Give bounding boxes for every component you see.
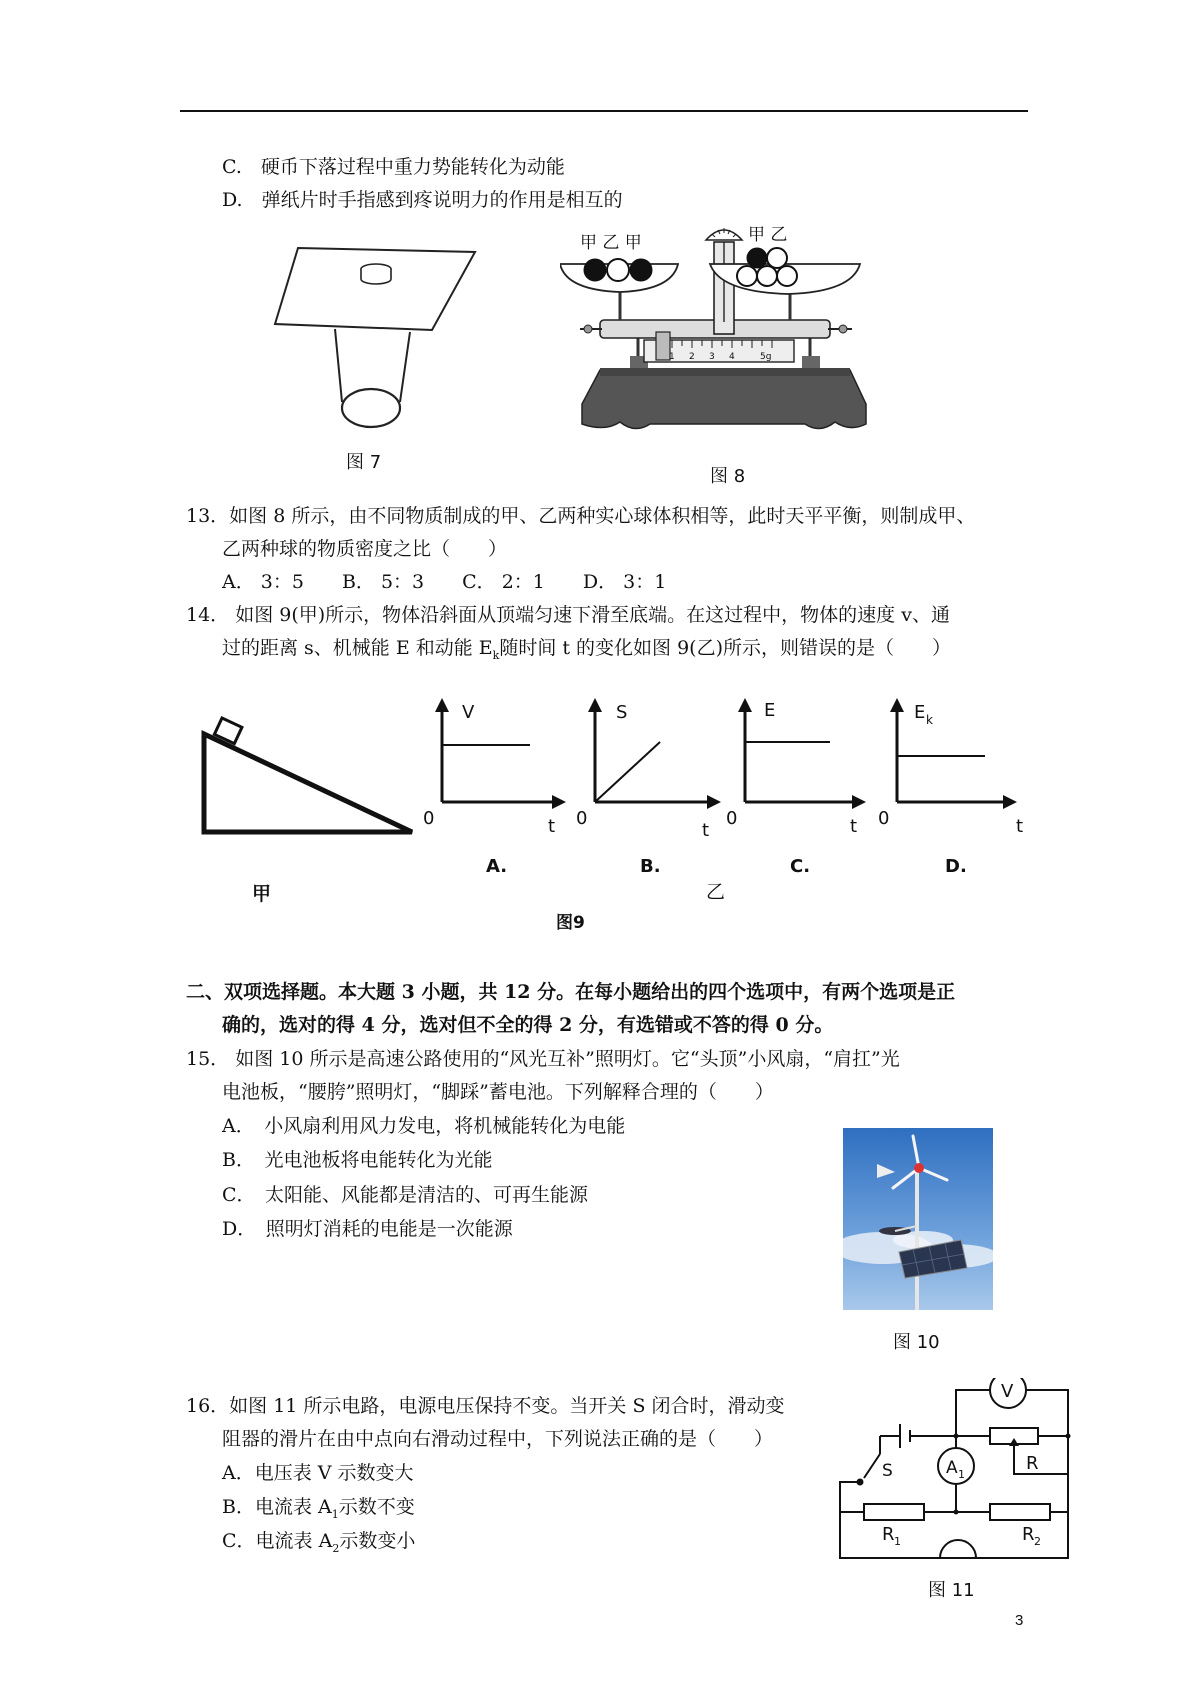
q16-option-c-sub: 2: [332, 1541, 340, 1555]
q16-option-a: A．电压表 V 示数变大: [222, 1462, 414, 1484]
graph-d: [878, 698, 1023, 877]
scale-mark-1: 1: [669, 352, 675, 362]
figure-10-wind-solar-lamp-photo: [843, 1128, 993, 1310]
q16-option-b-text: B．电流表 A: [222, 1496, 332, 1518]
scale-mark-3: 3: [709, 352, 715, 362]
q15-option-b: B． 光电池板将电能转化为光能: [222, 1149, 493, 1171]
graph-b-option: B.: [640, 856, 661, 877]
fig11-label-r1: R: [882, 1524, 895, 1545]
fig9-part-yi: 乙: [706, 881, 726, 903]
figure-9: [190, 690, 1040, 940]
fig11-label-a1: A: [946, 1458, 958, 1478]
graph-c-option: C.: [790, 856, 811, 877]
figure-9-caption: 图9: [556, 913, 585, 933]
section-2-heading-line2: 确的，选对的得 4 分，选对但不全的得 2 分，有选错或不答的得 0 分。: [222, 1014, 834, 1036]
scale-mark-4: 4: [729, 352, 735, 362]
q14-stem-line2: [222, 635, 951, 669]
q16-option-c-text: C．电流表 A: [222, 1530, 333, 1552]
graph-c-ylabel: E: [764, 700, 776, 721]
section-2-heading-line1: 二、双项选择题。本大题 3 小题，共 12 分。在每小题给出的四个选项中，有两个选项是正: [186, 981, 956, 1003]
figure-11-circuit: [830, 1378, 1090, 1578]
graph-a-origin: 0: [423, 808, 435, 829]
graph-d-ylabel-sub: k: [926, 713, 933, 727]
graph-b: [576, 698, 721, 877]
incline: [204, 734, 412, 832]
graph-a: [423, 698, 566, 877]
graph-d-xlabel: t: [1016, 816, 1024, 837]
page-number: 3: [1015, 1612, 1024, 1629]
q12-option-d: D. 弹纸片时手指感到疼说明力的作用是相互的: [222, 189, 623, 211]
q16-option-b-tail: 示数不变: [338, 1496, 415, 1518]
q16-option-b-sub: 1: [331, 1507, 339, 1521]
graph-c-xlabel: t: [850, 816, 858, 837]
figure-8-caption: 图 8: [710, 466, 746, 487]
q16-option-c: [222, 1528, 415, 1562]
graph-b-origin: 0: [576, 808, 588, 829]
q14-stem-line1: 14． 如图 9(甲)所示，物体沿斜面从顶端匀速下滑至底端。在这过程中，物体的速度 v、通: [186, 604, 950, 626]
header-rule: [180, 110, 1028, 112]
graph-d-origin: 0: [878, 808, 890, 829]
q16-option-b: [222, 1494, 415, 1528]
figure-7-caption: 图 7: [346, 452, 382, 473]
fig11-label-a1-sub: 1: [958, 1468, 965, 1481]
q14-stem-line2-tail: 随时间 t 的变化如图 9(乙)所示，则错误的是（ ）: [499, 637, 951, 659]
right-pan-labels: 甲 乙: [748, 225, 788, 245]
q15-stem-line1: 15． 如图 10 所示是高速公路使用的“风光互补”照明灯。它“头顶”小风扇，“肩扛”光: [186, 1048, 900, 1070]
graph-c-origin: 0: [726, 808, 738, 829]
q14-ek-sub: k: [492, 648, 500, 662]
q15-option-a: A． 小风扇利用风力发电，将机械能转化为电能: [222, 1115, 626, 1137]
graph-b-xlabel: t: [702, 820, 710, 841]
q15-option-d: D． 照明灯消耗的电能是一次能源: [222, 1218, 513, 1240]
q13-options: A． 3：5 B． 5：3 C． 2：1 D． 3：1: [222, 571, 667, 593]
fig11-label-s: S: [882, 1461, 893, 1481]
graph-d-option: D.: [945, 856, 967, 877]
q13-stem-line2: 乙两种球的物质密度之比（ ）: [222, 538, 508, 560]
graph-b-ylabel: S: [616, 702, 628, 723]
fig11-label-r2: R: [1022, 1524, 1035, 1545]
figure-7-coin-card-cup: [270, 238, 480, 438]
q12-option-c: C. 硬币下落过程中重力势能转化为动能: [222, 156, 565, 178]
graph-c: [726, 698, 866, 877]
fig11-label-r2-sub: 2: [1034, 1535, 1041, 1548]
fig11-label-r: R: [1026, 1453, 1039, 1474]
graph-a-ylabel: V: [462, 702, 475, 723]
figure-10-caption: 图 10: [893, 1332, 940, 1353]
figure-8-balance: [560, 222, 880, 452]
graph-a-xlabel: t: [548, 816, 556, 837]
graph-d-ylabel: E: [914, 702, 926, 723]
q16-stem-line2: 阻器的滑片在由中点向右滑动过程中，下列说法正确的是（ ）: [222, 1428, 774, 1450]
left-pan-labels: 甲 乙 甲: [580, 233, 642, 253]
q15-stem-line2: 电池板，“腰胯”照明灯，“脚踩”蓄电池。下列解释合理的（ ）: [222, 1081, 774, 1103]
q15-option-c: C． 太阳能、风能都是清洁的、可再生能源: [222, 1184, 589, 1206]
scale-mark-2: 2: [689, 352, 695, 362]
fig9-part-jia: 甲: [252, 883, 272, 905]
graph-a-option: A.: [486, 856, 508, 877]
q14-stem-line2-text: 过的距离 s、机械能 E 和动能 E: [222, 637, 493, 659]
q13-stem-line1: 13．如图 8 所示，由不同物质制成的甲、乙两种实心球体积相等，此时天平平衡，则制成甲、: [186, 505, 976, 527]
scale-mark-5g: 5g: [760, 352, 772, 362]
q16-stem-line1: 16．如图 11 所示电路，电源电压保持不变。当开关 S 闭合时，滑动变: [186, 1395, 785, 1417]
q16-option-c-tail: 示数变小: [339, 1530, 416, 1552]
fig11-label-v: V: [1001, 1381, 1014, 1402]
figure-11-caption: 图 11: [924, 1576, 979, 1602]
fig11-label-r1-sub: 1: [894, 1535, 901, 1548]
